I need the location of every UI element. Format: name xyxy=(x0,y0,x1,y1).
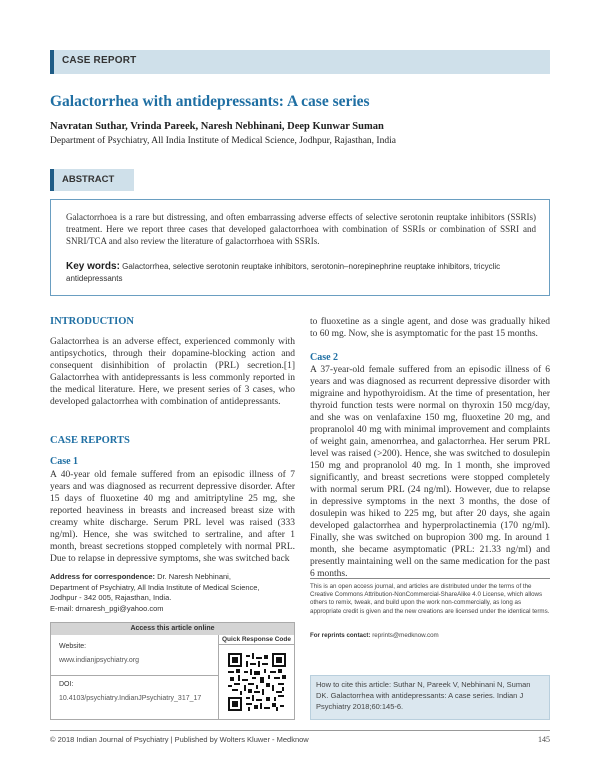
qr-code-icon[interactable] xyxy=(228,653,286,711)
website-label: Website: xyxy=(59,643,87,650)
band-accent xyxy=(50,50,54,74)
article-title: Galactorrhea with antidepressants: A case series xyxy=(50,93,370,110)
correspondence-line2: Jodhpur - 342 005, Rajasthan, India. xyxy=(50,593,172,602)
correspondence-email[interactable]: E-mail: drnaresh_pgi@yahoo.com xyxy=(50,603,164,613)
intro-heading: INTRODUCTION xyxy=(50,316,135,327)
correspondence-line1: Department of Psychiatry, All India Institute of Medical Science, xyxy=(50,582,260,592)
case2-text: A 37-year-old female suffered from an episodic illness of 6 years and was diagnosed as recurrent depressive disorder with migraine and hypothyroidism. At the time of presentation, her thyroid function tests were normal on thyroxin 150 mcg/day, and she was on venlafaxine 150 mg, fluoxetine 20 mg, and propranolol 40 mg with minimal improvement and complaints of weight gain, amenorrhea, and galactorrhea. Her serum PRL level was raised (>200). Hence, she was switched to dosulepin 150 mg and propranolol 40 mg. In 1 month, she improved significantly, and breast secretions were stopped completely with normal serum PRL (24 ng/ml). However, due to relapse in depressive symptoms in the next 3 months, the dose of dosulepin was hiked to 225 mg, but after 20 days, she again developed galactorrhea and hyperprolactinemia (170 ng/ml). Finally, she was switched on bupropion 300 mg. In around 1 month, she became asymptomatic (PRL: 21.33 ng/ml) and presently maintaining well on the same medication for the past 6 months. xyxy=(310,365,550,579)
author-list: Navratan Suthar, Vrinda Pareek, Naresh Nebhinani, Deep Kunwar Suman xyxy=(50,121,384,132)
case1-continued: to fluoxetine as a single agent, and dose was gradually hiked to 60 mg. Now, she is asymptomatic for the past 15 months. xyxy=(310,317,550,339)
keywords xyxy=(66,261,536,285)
case-reports-heading: CASE REPORTS xyxy=(50,435,130,446)
abstract-label: ABSTRACT xyxy=(62,174,115,185)
website-link[interactable]: www.indianjpsychiatry.org xyxy=(59,657,140,664)
license-rule xyxy=(310,578,550,579)
abstract-tab-accent xyxy=(50,169,54,191)
license-text: This is an open access journal, and articles are distributed under the terms of the Creative Commons Attribution-NonCommercial-ShareAlike 4.0 License, which allows others to remix, tweak, and build upon the work non-commercially, as long as appropriate credit is given and the new creations are licensed under the identical terms. xyxy=(310,583,550,615)
reprints-email[interactable]: reprints@medknow.com xyxy=(372,632,439,639)
keywords-list: Galactorrhea, selective serotonin reuptake inhibitors, serotonin–norepinephrine reuptake inhibitors, tricyclic antidepressants xyxy=(66,262,501,283)
footer-rule xyxy=(50,730,550,731)
correspondence-name: Dr. Naresh Nebhinani, xyxy=(157,572,231,581)
abstract-text: Galactorrhoea is a rare but distressing, and often embarrassing adverse effects of selective serotonin reuptake inhibitors (SSRIs) treatment. Here we report three cases that developed galactorrhoea with combination of SSRIs or combination of SSRI and SNRI/TCA and also review the literature of galactorrhoea with SSRIs. xyxy=(66,212,536,246)
access-online-table xyxy=(50,622,295,720)
keywords-label: Key words: xyxy=(66,261,120,272)
case1-heading: Case 1 xyxy=(50,456,79,467)
access-header: Access this article online xyxy=(51,623,294,635)
table-divider xyxy=(51,675,218,676)
case2-heading: Case 2 xyxy=(310,352,339,363)
abstract-tab xyxy=(50,169,134,191)
qr-label: Quick Response Code xyxy=(218,635,294,645)
page-number: 145 xyxy=(538,735,550,744)
intro-text: Galactorrhea is an adverse effect, experienced commonly with antipsychotics, through their dopamine-blocking action and consequent disinhibition of prolactin (PRL) secretion.[1] Galactorrhea with antidepressants is less commonly reported in the medical literature. Here, we present series of 3 cases, who developed galactorrhea with combination of antidepressants. xyxy=(50,337,295,407)
footer-copyright: © 2018 Indian Journal of Psychiatry | Published by Wolters Kluwer - Medknow xyxy=(50,735,309,744)
affiliation: Department of Psychiatry, All India Institute of Medical Science, Jodhpur, Rajasthan, India xyxy=(50,136,396,146)
correspondence-block xyxy=(50,572,295,624)
article-type-band xyxy=(50,50,550,74)
case1-text: A 40-year old female suffered from an episodic illness of 7 years and was diagnosed as recurrent depressive disorder. After 15 days of fluoxetine 40 mg and amitriptyline 25 mg, she reported heaviness in breasts and increased breast size with creamy white discharge. Serum PRL level was raised (333 ng/ml). Hence, she was switched to sertraline, and after 1 month, breast secretions stopped completely with normal PRL. Due to relapse in depressive symptoms, she was switched back xyxy=(50,470,295,564)
article-type-label: CASE REPORT xyxy=(62,55,137,66)
doi-link[interactable]: 10.4103/psychiatry.IndianJPsychiatry_317_17 xyxy=(59,695,202,702)
correspondence-title-line xyxy=(50,572,295,583)
citation-text: How to cite this article: Suthar N, Pareek V, Nebhinani N, Suman DK. Galactorrhea with antidepressants: A case series. Indian J Psychiatry 2018;60:145-6. xyxy=(316,680,531,711)
correspondence-label: Address for correspondence: xyxy=(50,572,156,581)
reprints-line xyxy=(310,632,550,639)
doi-label: DOI: xyxy=(59,681,74,688)
reprints-label: For reprints contact: xyxy=(310,632,371,639)
qr-cell xyxy=(218,645,294,719)
